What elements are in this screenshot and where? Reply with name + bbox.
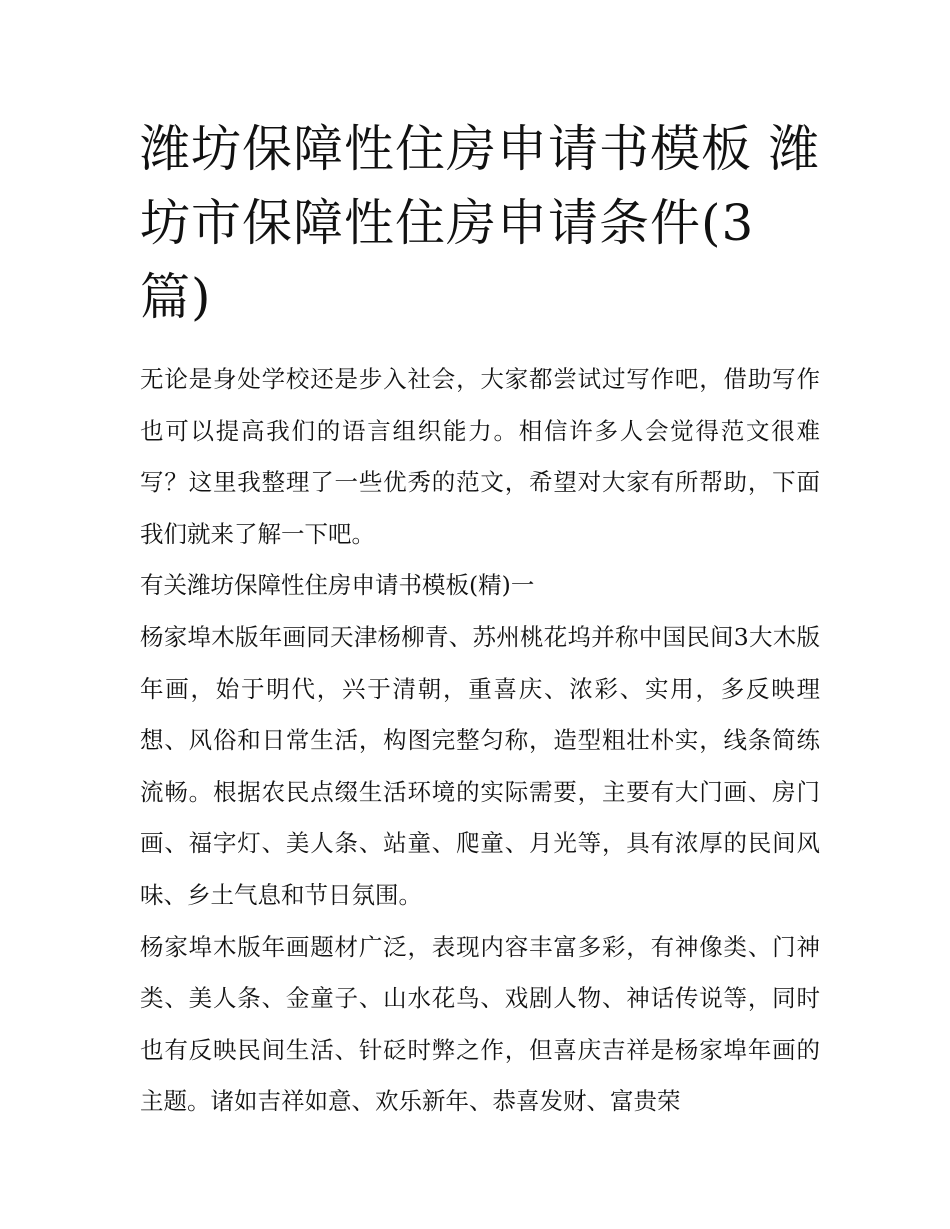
body-paragraph: 杨家埠木版年画题材广泛，表现内容丰富多彩，有神像类、门神类、美人条、金童子、山水花鸟、戏剧人物、神话传说等，同时也有反映民间生活、针砭时弊之作，但喜庆吉祥是杨家埠年画的主题。诸如吉祥如意、欢乐新年、恭喜发财、富贵荣 <box>140 932 820 1116</box>
section-heading: 有关潍坊保障性住房申请书模板(精)一 <box>140 571 535 600</box>
document-title: 潍坊保障性住房申请书模板 潍坊市保障性住房申请条件(3篇) <box>140 120 820 326</box>
body-paragraph: 杨家埠木版年画同天津杨柳青、苏州桃花坞并称中国民间3大木版年画，始于明代，兴于清朝，重喜庆、浓彩、实用，多反映理想、风俗和日常生活，构图完整匀称，造型粗壮朴实，线条简练流畅。根据农民点缀生活环境的实际需要，主要有大门画、房门画、福字灯、美人条、站童、爬童、月光等，具有浓厚的民间风味、乡土气息和节日氛围。 <box>140 622 820 909</box>
intro-paragraph: 无论是身处学校还是步入社会，大家都尝试过写作吧，借助写作也可以提高我们的语言组织能力。相信许多人会觉得范文很难写？这里我整理了一些优秀的范文，希望对大家有所帮助，下面我们就来了解一下吧。 <box>140 365 820 548</box>
document-body <box>140 354 820 1128</box>
